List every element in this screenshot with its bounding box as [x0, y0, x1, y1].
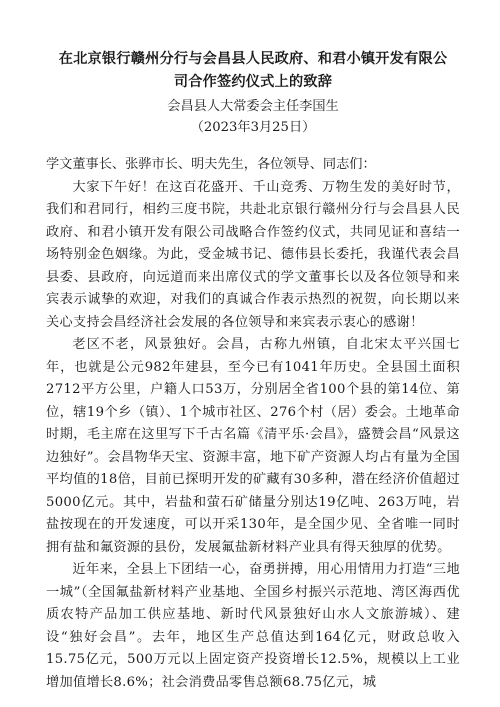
speech-date: （2023年3月25日）	[190, 120, 316, 135]
salutation: 学文董事长、张骅市长、明夫先生，各位领导、同志们：	[46, 157, 376, 172]
paragraph-greeting: 大家下午好！在这百花盛开、千山竞秀、万物生发的美好时节，我们和君同行，相约三度书院，共赴北京银行赣州分行与会昌县人民政府、和君小镇开发有限公司战略合作签约仪式，共同见证和喜结一场特别金色姻缘。为此，受金城书记、德伟县长委托，我谨代表会昌县委、县政府，向远道而来出席仪式的学文董事长以及各位领导和来宾表示诚挚的欢迎，对我们的真诚合作表示热烈的祝贺，向长期以来关心支持会昌经济社会发展的各位领导和来宾表示衷心的感谢！	[46, 179, 460, 330]
speaker-line: 会昌县人大常委会主任李国生	[167, 99, 339, 114]
title-line-1: 在北京银行赣州分行与会昌县人民政府、和君小镇开发有限公	[58, 51, 448, 67]
document-title	[46, 48, 460, 94]
title-line-2: 司合作签约仪式上的致辞	[173, 74, 333, 90]
paragraph-county-profile: 老区不老，风景独好。会昌，古称九州镇，自北宋太平兴国七年，也就是公元982年建县，至今已有1041年历史。全县国土面积2712平方公里，户籍人口53万，分别居全省100个县的第14位、第位，辖19个乡（镇）、1个城市社区、276个村（居）委会。土地革命时期，毛主席在这里写下千古名篇《清平乐·会昌》，盛赞会昌“风景这边独好”。会昌物华天宝、资源丰富，地下矿产资源人均占有量为全国平均值的18倍，目前已探明开发的矿藏有30多种，潜在经济价值超过5000亿元。其中，岩盐和萤石矿储量分别达19亿吨、263万吨，岩盐按现在的开发速度，可以开采130年，是全国少见、全省唯一同时拥有盐和氟资源的县份，发展氟盐新材料产业具有得天独厚的优势。	[46, 337, 460, 555]
paragraph-recent-development: 近年来，全县上下团结一心，奋勇拼搏，用心用情用力打造“三地一城”（全国氟盐新材料产业基地、全国乡村振兴示范地、湾区海西优质农特产品加工供应基地、新时代风景独好山水人文旅游城）、建设“独好会昌”。去年，地区生产总值达到164亿元，财政总收入15.75亿元，500万元以上固定资产投资增长12.5%，规模以上工业增加值增长8.6%；社会消费品零售总额68.75亿元，城	[46, 562, 460, 690]
